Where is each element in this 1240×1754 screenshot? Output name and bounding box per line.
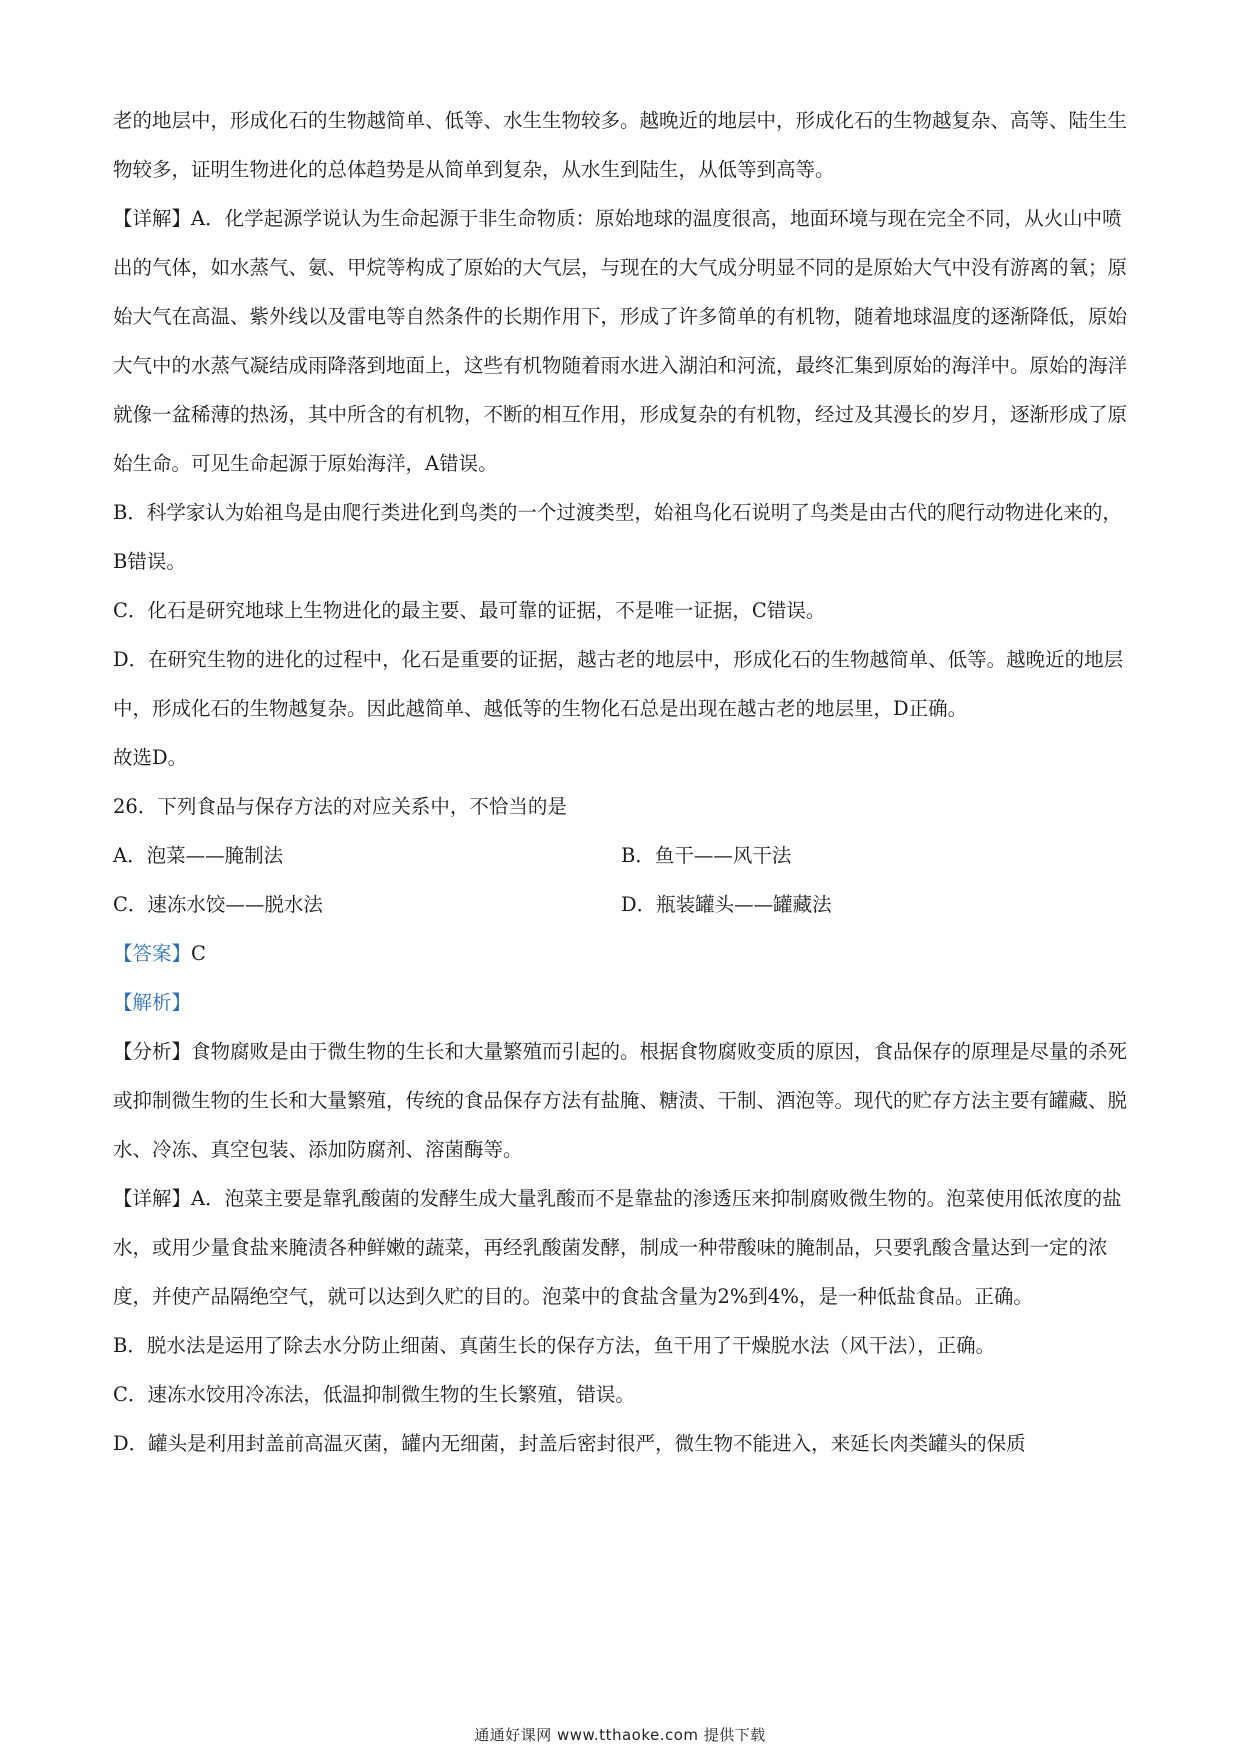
paragraph: 故选D。 [113,746,188,769]
paragraph: 【分析】食物腐败是由于微生物的生长和大量繁殖而引起的。根据食物腐败变质的原因，食品保存的原理是尽量的杀死或抑制微生物的生长和大量繁殖，传统的食品保存方法有盐腌、糖渍、干制、酒泡等。现代的贮存方法主要有罐藏、脱水、冷冻、真空包装、添加防腐剂、溶菌酶等。 [113,1040,1128,1161]
page-footer: 通通好课网 www.tthaoke.com 提供下载 [474,1726,766,1744]
document-body [113,96,1133,1468]
answer-tag: 【答案】 [113,942,192,965]
paragraph: C．速冻水饺用冷冻法，低温抑制微生物的生长繁殖，错误。 [113,1383,635,1406]
paragraph: C．化石是研究地球上生物进化的最主要、最可靠的证据，不是唯一证据，C错误。 [113,599,826,622]
paragraph: 老的地层中，形成化石的生物越简单、低等、水生生物较多。越晚近的地层中，形成化石的生物越复杂、高等、陆生生物较多，证明生物进化的总体趋势是从简单到复杂，从水生到陆生，从低等到高等。 [113,109,1128,181]
option-a: A．泡菜——腌制法 [113,844,284,867]
answer-line [113,929,1133,978]
option-c: C．速冻水饺——脱水法 [113,893,323,916]
answer-value: C [191,942,206,965]
option-d: D．瓶装罐头——罐藏法 [621,893,832,916]
option-b: B．鱼干——风干法 [621,844,792,867]
paragraph: 【详解】A．化学起源学说认为生命起源于非生命物质：原始地球的温度很高，地面环境与现在完全不同，从火山中喷出的气体，如水蒸气、氨、甲烷等构成了原始的大气层，与现在的大气成分明显不同的是原始大气中没有游离的氧；原始大气在高温、紫外线以及雷电等自然条件的长期作用下，形成了许多简单的有机物，随着地球温度的逐渐降低，原始大气中的水蒸气凝结成雨降落到地面上，这些有机物随着雨水进入湖泊和河流，最终汇集到原始的海洋中。原始的海洋就像一盆稀薄的热汤，其中所含的有机物，不断的相互作用，形成复杂的有机物，经过及其漫长的岁月，逐渐形成了原始生命。可见生命起源于原始海洋，A错误。 [113,207,1128,475]
paragraph: D．在研究生物的进化的过程中，化石是重要的证据，越古老的地层中，形成化石的生物越简单、低等。越晚近的地层中，形成化石的生物越复杂。因此越简单、越低等的生物化石总是出现在越古老的地层里，D正确。 [113,648,1124,720]
paragraph: B．脱水法是运用了除去水分防止细菌、真菌生长的保存方法，鱼干用了干燥脱水法（风干法），正确。 [113,1334,996,1357]
paragraph: 【详解】A．泡菜主要是靠乳酸菌的发酵生成大量乳酸而不是靠盐的渗透压来抑制腐败微生物的。泡菜使用低浓度的盐水，或用少量食盐来腌渍各种鲜嫩的蔬菜，再经乳酸菌发酵，制成一种带酸味的腌制品，只要乳酸含量达到一定的浓度，并使产品隔绝空气，就可以达到久贮的目的。泡菜中的食盐含量为2%到4%，是一种低盐食品。正确。 [113,1187,1122,1308]
question-stem: 26．下列食品与保存方法的对应关系中，不恰当的是 [113,795,567,818]
analysis-tag: 【解析】 [113,991,192,1014]
paragraph: D．罐头是利用封盖前高温灭菌，罐内无细菌，封盖后密封很严，微生物不能进入，来延长肉类罐头的保质 [113,1432,1026,1455]
paragraph: B．科学家认为始祖鸟是由爬行类进化到鸟类的一个过渡类型，始祖鸟化石说明了鸟类是由古代的爬行动物进化来的，B错误。 [113,501,1122,573]
answer-options [113,831,1133,929]
